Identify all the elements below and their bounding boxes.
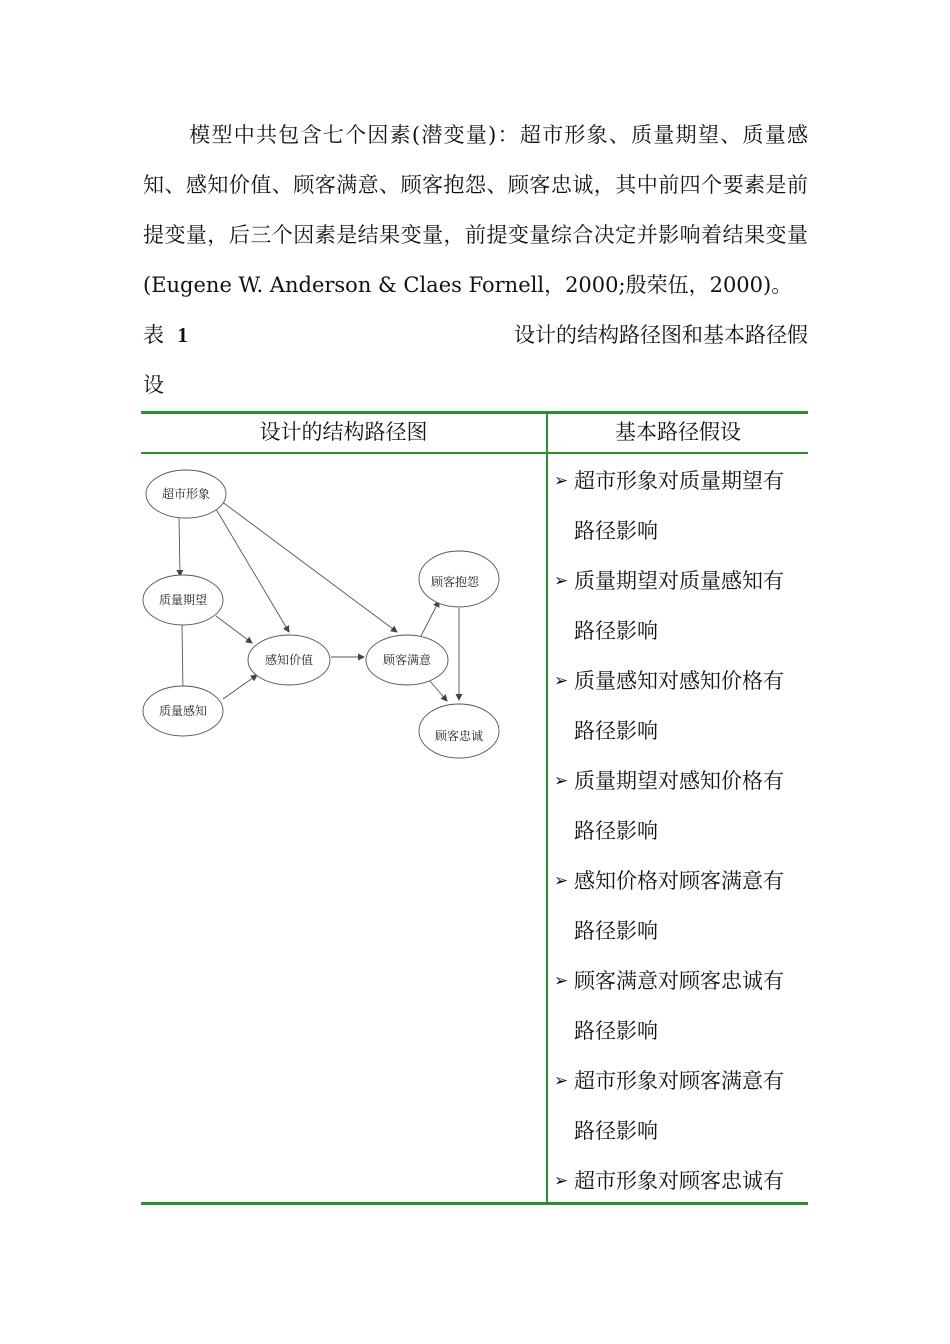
path-table <box>141 411 808 1205</box>
table-column-divider <box>546 411 548 1205</box>
hypothesis-text: 路径影响 <box>574 1019 658 1043</box>
hypothesis-text: 超市形象对顾客满意有 <box>574 1069 784 1093</box>
arrow-bullet-icon: ➢ <box>554 971 569 991</box>
body-paragraph: 模型中共包含七个因素(潜变量)：超市形象、质量期望、质量感知、感知价值、顾客满意、顾客抱怨、顾客忠诚，其中前四个要素是前提变量，后三个因素是结果变量，前提变量综合决定并影响着结果变量(Eugene W. Anderson & Claes Fornell，2000;殷荣伍，2000)。 <box>143 123 808 297</box>
edge-expectation-perception <box>182 624 183 692</box>
hypothesis-item-continued <box>554 606 806 656</box>
node-label-perception: 质量感知 <box>158 704 208 718</box>
hypothesis-text: 路径影响 <box>574 719 658 743</box>
col-header-hypotheses: 基本路径假设 <box>615 420 741 444</box>
hypothesis-item <box>554 456 806 506</box>
hypothesis-item <box>554 656 806 706</box>
caption-label: 表 1 <box>143 323 188 347</box>
hypotheses-list <box>554 456 806 1206</box>
arrow-bullet-icon: ➢ <box>554 1171 569 1191</box>
node-label-image: 超市形象 <box>161 487 211 501</box>
node-label-satisfaction: 顾客满意 <box>382 653 432 667</box>
hypothesis-item <box>554 956 806 1006</box>
arrow-bullet-icon: ➢ <box>554 671 569 691</box>
edge-expectation-value <box>216 616 252 643</box>
hypothesis-text: 路径影响 <box>574 1119 658 1143</box>
col-header-diagram: 设计的结构路径图 <box>259 420 428 444</box>
hypothesis-item-continued <box>554 1006 806 1056</box>
hypothesis-text: 路径影响 <box>574 819 658 843</box>
hypothesis-item-continued <box>554 806 806 856</box>
edge-image-expectation <box>179 516 180 576</box>
hypothesis-item-continued <box>554 706 806 756</box>
hypothesis-item <box>554 756 806 806</box>
edge-satisfaction-complaint <box>421 601 439 636</box>
arrow-bullet-icon: ➢ <box>554 1071 569 1091</box>
hypothesis-item <box>554 856 806 906</box>
table-header-rule <box>141 452 808 454</box>
caption-title: 设计的结构路径图和基本路径假 <box>514 323 808 347</box>
hypothesis-text: 路径影响 <box>574 619 658 643</box>
hypothesis-text: 路径影响 <box>574 919 658 943</box>
edge-image-satisfaction <box>221 501 397 632</box>
hypothesis-text: 质量期望对质量感知有 <box>574 569 784 593</box>
hypothesis-text: 超市形象对质量期望有 <box>574 469 784 493</box>
arrow-bullet-icon: ➢ <box>554 771 569 791</box>
hypothesis-text: 顾客满意对顾客忠诚有 <box>574 969 784 993</box>
structural-path-diagram <box>141 456 546 766</box>
arrow-bullet-icon: ➢ <box>554 571 569 591</box>
hypothesis-text: 路径影响 <box>574 519 658 543</box>
edge-satisfaction-loyalty <box>429 680 447 701</box>
node-label-loyalty: 顾客忠诚 <box>434 729 484 743</box>
hypothesis-item <box>554 1156 806 1206</box>
hypothesis-item-continued <box>554 1106 806 1156</box>
edge-perception-value <box>223 675 257 699</box>
node-label-complaint: 顾客抱怨 <box>430 575 480 589</box>
hypothesis-item <box>554 556 806 606</box>
arrow-bullet-icon: ➢ <box>554 471 569 491</box>
hypothesis-text: 超市形象对顾客忠诚有 <box>574 1169 784 1193</box>
hypothesis-item-continued <box>554 906 806 956</box>
arrow-bullet-icon: ➢ <box>554 871 569 891</box>
hypothesis-text: 质量期望对感知价格有 <box>574 769 784 793</box>
caption-title-continued: 设 <box>143 373 164 397</box>
node-label-expectation: 质量期望 <box>158 593 208 607</box>
hypothesis-item-continued <box>554 506 806 556</box>
hypothesis-item <box>554 1056 806 1106</box>
hypothesis-text: 感知价格对顾客满意有 <box>574 869 784 893</box>
node-label-value: 感知价值 <box>264 653 314 667</box>
hypothesis-text: 质量感知对感知价格有 <box>574 669 784 693</box>
